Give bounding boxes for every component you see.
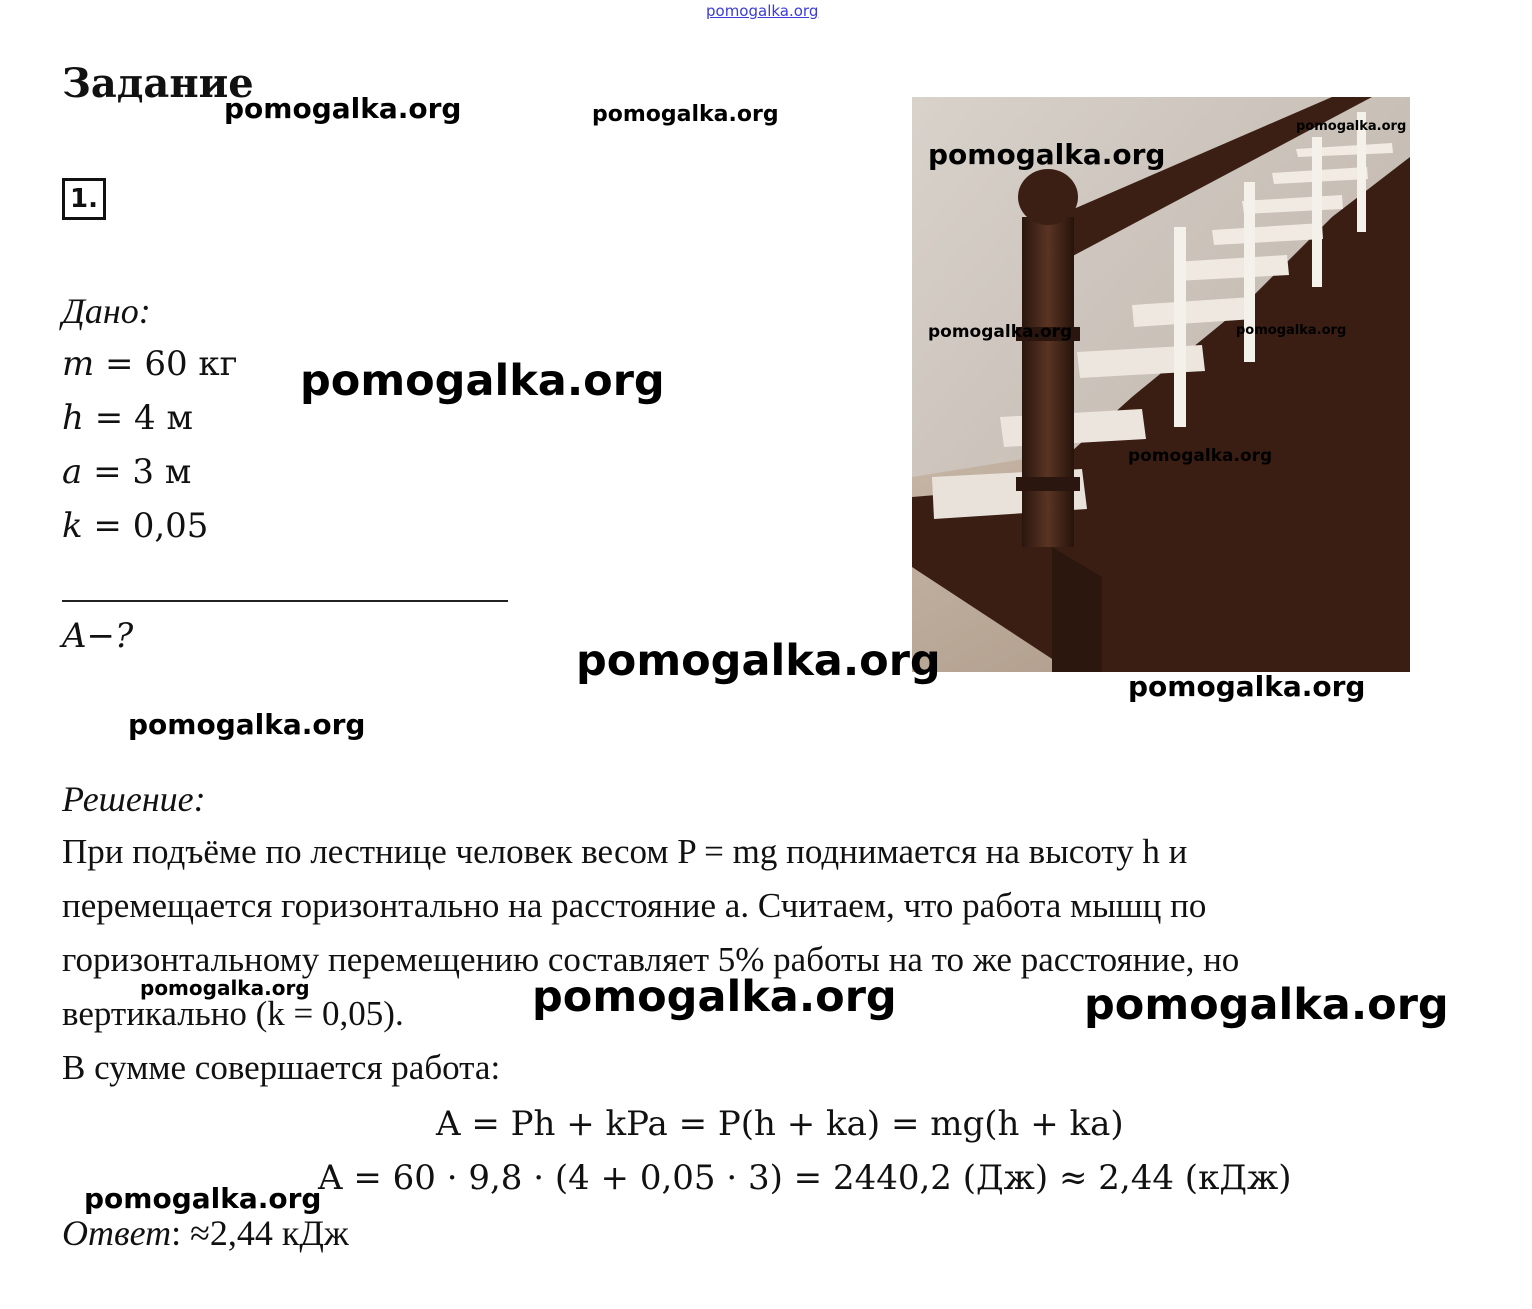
watermark: pomogalka.org xyxy=(532,972,897,1022)
page-heading: Задание xyxy=(62,60,254,107)
watermark: pomogalka.org xyxy=(224,92,462,125)
solution-line: При подъёме по лестнице человек весом P = mg поднимается на высоту h и xyxy=(62,832,1188,871)
watermark: pomogalka.org xyxy=(576,636,941,686)
given-coefficient xyxy=(62,506,208,546)
answer xyxy=(62,1212,349,1254)
given-value: = 0,05 xyxy=(82,506,209,546)
solution-line: В сумме совершается работа: xyxy=(62,1048,501,1087)
task-number-box: 1. xyxy=(62,178,106,220)
watermark: pomogalka.org xyxy=(84,1182,322,1215)
formula-numeric: A = 60 · 9,8 · (4 + 0,05 · 3) = 2440,2 (Дж) ≈ 2,44 (кДж) xyxy=(318,1158,1292,1198)
watermark: pomogalka.org xyxy=(1084,980,1449,1030)
formula-general: A = Ph + kPa = P(h + ka) = mg(h + ka) xyxy=(436,1104,1124,1144)
given-distance xyxy=(62,452,191,492)
given-var: h xyxy=(62,398,84,438)
solution-line: вертикально (k = 0,05). xyxy=(62,994,404,1033)
given-value: = 4 м xyxy=(83,398,193,438)
watermark: pomogalka.org xyxy=(1296,119,1407,134)
watermark: pomogalka.org xyxy=(592,102,779,127)
site-link[interactable]: pomogalka.org xyxy=(706,2,819,20)
watermark: pomogalka.org xyxy=(1236,323,1347,338)
given-divider xyxy=(62,600,508,602)
find-line: A−? xyxy=(62,616,134,656)
given-value: = 3 м xyxy=(82,452,192,492)
solution-title: Решение: xyxy=(62,779,206,819)
given-var: k xyxy=(62,506,83,546)
given-var: a xyxy=(62,452,83,492)
answer-label: Ответ xyxy=(62,1213,172,1253)
given-var: m xyxy=(62,344,95,384)
watermark: pomogalka.org xyxy=(140,976,310,1000)
watermark: pomogalka.org xyxy=(1128,446,1273,466)
given-value: = 60 кг xyxy=(94,344,238,384)
solution-line: горизонтальному перемещению составляет 5% работы на то же расстояние, но xyxy=(62,940,1240,979)
given-mass xyxy=(62,344,238,384)
watermark: pomogalka.org xyxy=(1128,670,1366,703)
answer-value: : ≈2,44 кДж xyxy=(171,1213,349,1253)
watermark: pomogalka.org xyxy=(128,708,366,741)
watermark: pomogalka.org xyxy=(300,356,665,406)
watermark: pomogalka.org xyxy=(928,138,1166,171)
given-title: Дано: xyxy=(62,291,151,331)
staircase-photo xyxy=(912,97,1410,672)
solution-line: перемещается горизонтально на расстояние a. Считаем, что работа мышц по xyxy=(62,886,1207,925)
watermark: pomogalka.org xyxy=(928,322,1073,342)
given-height xyxy=(62,398,193,438)
